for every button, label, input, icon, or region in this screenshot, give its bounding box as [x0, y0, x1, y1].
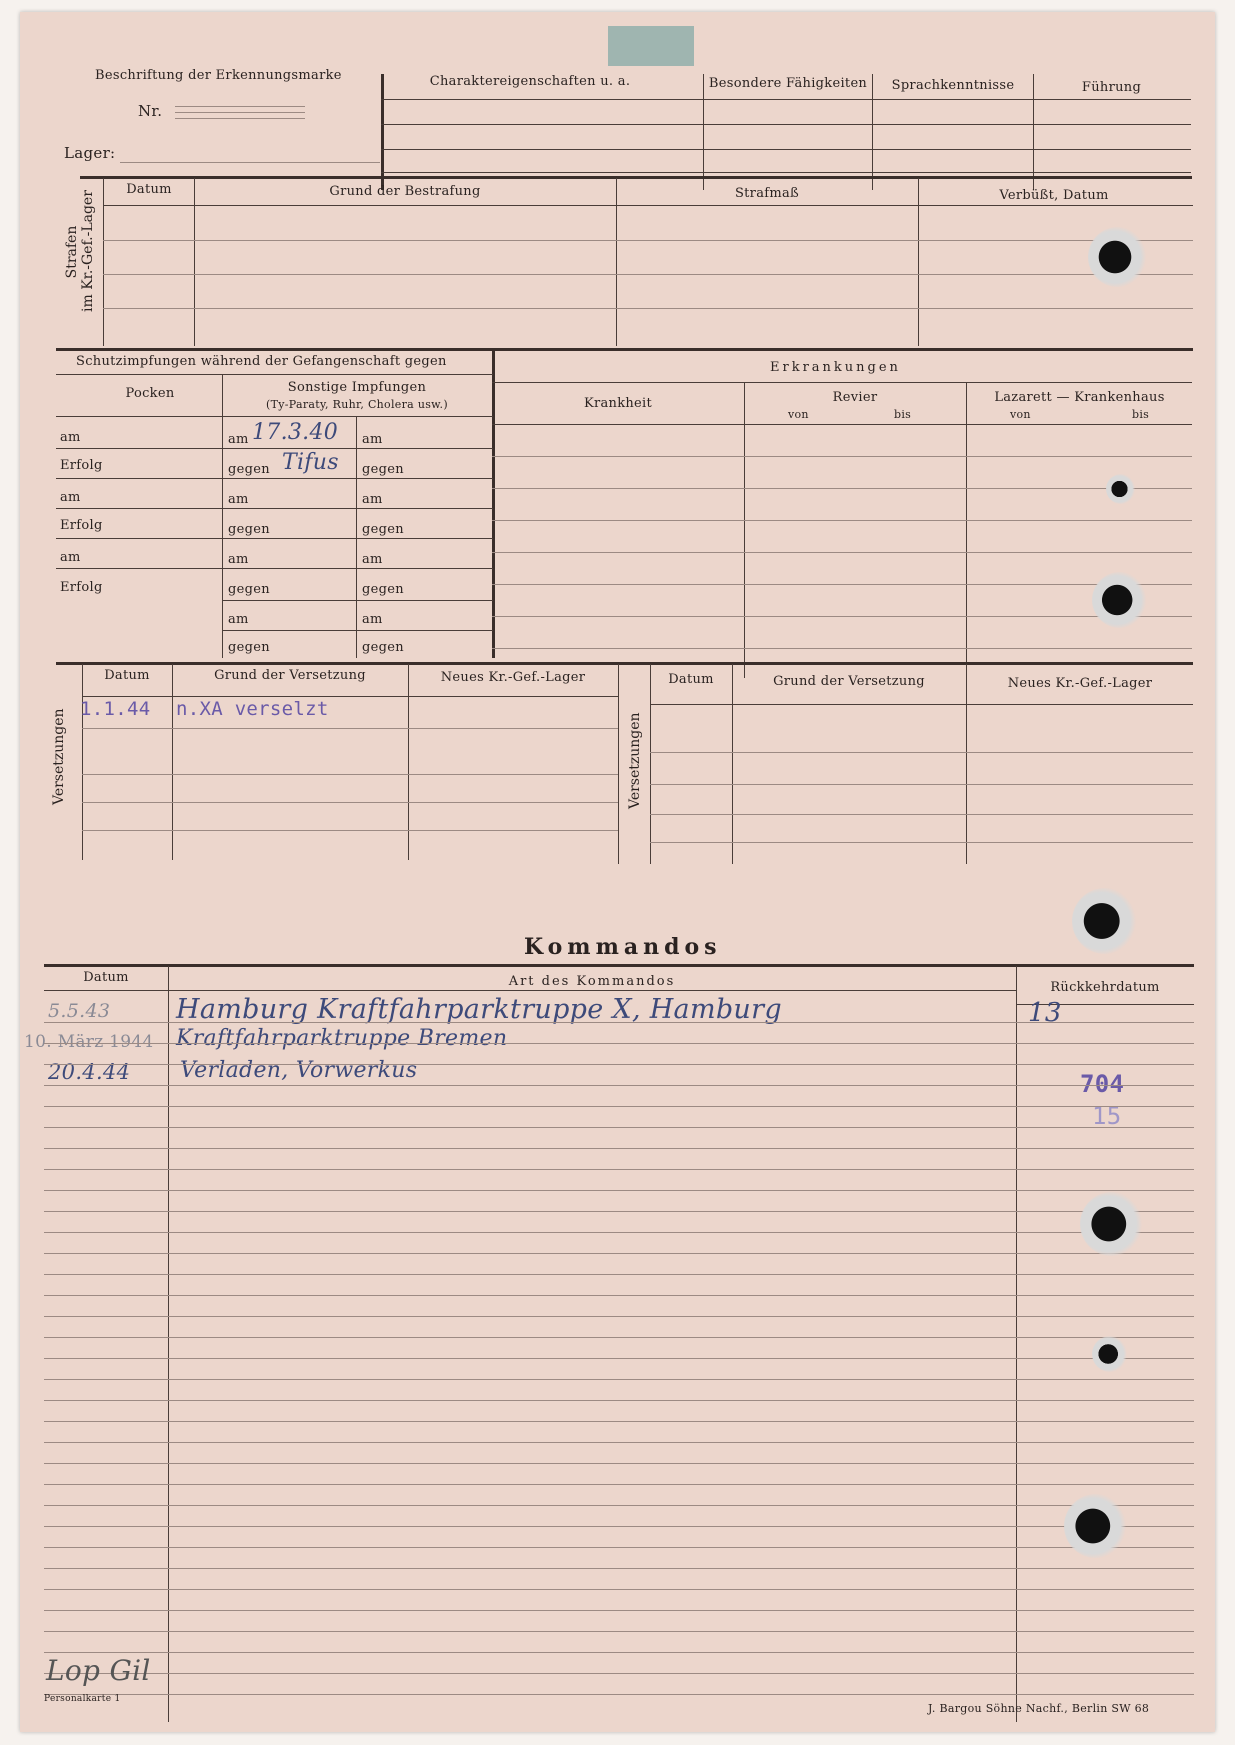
punch-hole [1092, 572, 1148, 628]
vers-entry-date: 1.1.44 [80, 698, 151, 720]
col-faehigkeiten: Besondere Fähigkeiten [708, 76, 868, 91]
sonst2-am-2: am [362, 492, 383, 507]
pocken-erfolg-1: Erfolg [60, 458, 103, 473]
sonst-am-2: am [228, 492, 249, 507]
sonst-gegen-4: gegen [228, 640, 270, 655]
vers-entry-text: n.XA verselzt [176, 698, 329, 720]
ruled-line [44, 1526, 1194, 1527]
krankheit-label: Krankheit [583, 396, 653, 411]
nr-label: Nr. [138, 102, 163, 120]
strafen-col-grund: Grund der Bestrafung [329, 184, 481, 199]
ruled-line [44, 1274, 1194, 1275]
vers-col-lager-l: Neues Kr.-Gef.-Lager [440, 670, 586, 685]
ruled-line [44, 1358, 1194, 1359]
ruled-line [44, 1085, 1194, 1086]
strafen-col-datum: Datum [126, 182, 172, 197]
nr-line [175, 106, 305, 107]
ruled-line [44, 1127, 1194, 1128]
ruled-line [44, 1547, 1194, 1548]
signature: Lop Gil [46, 1654, 151, 1687]
ruled-line [44, 1043, 1194, 1044]
kommando-row-1-return: 13 [1028, 998, 1062, 1028]
lazarett-label: Lazarett — Krankenhaus [994, 390, 1165, 405]
sonst2-gegen-3: gegen [362, 582, 404, 597]
punch-hole [1092, 1336, 1128, 1372]
strafen-side-label: Strafen [64, 225, 80, 279]
col-sprachkenntnisse: Sprachkenntnisse [891, 78, 1015, 93]
sonst2-gegen-2: gegen [362, 522, 404, 537]
strafen-top-rule [80, 176, 1192, 179]
sonst-gegen-3: gegen [228, 582, 270, 597]
ruled-line [44, 1505, 1194, 1506]
lager-label: Lager: [64, 144, 116, 162]
ruled-line [44, 1379, 1194, 1380]
sonst2-am-3: am [362, 552, 383, 567]
kommando-row-2-text: Kraftfahrparktruppe Bremen [176, 1026, 508, 1051]
punch-hole [1080, 1192, 1144, 1256]
erkennungsmarke-label: Beschriftung der Erkennungsmarke [95, 68, 342, 83]
kommandos-col-datum: Datum [83, 970, 129, 985]
sonst-am-1: am [228, 432, 249, 447]
ruled-line [44, 1484, 1194, 1485]
kommandos-title: Kommandos [524, 934, 722, 960]
revier-bis: bis [894, 408, 912, 421]
kommandos-col-rueckkehr: Rückkehrdatum [1050, 980, 1160, 995]
ruled-line [44, 1064, 1194, 1065]
erkrankungen-title: Erkrankungen [770, 360, 901, 375]
ruled-line [44, 1673, 1194, 1674]
strafen-side-label-2: im Kr.-Gef.-Lager [80, 190, 96, 312]
ruled-line [44, 1610, 1194, 1611]
personalkarte-sheet [20, 12, 1215, 1732]
kommandos-col-art: Art des Kommandos [508, 974, 676, 989]
ruled-line [44, 1232, 1194, 1233]
sonst-gegen-1: gegen [228, 462, 270, 477]
kommando-row-2-date: 10. März 1944 [24, 1032, 154, 1052]
kommando-row-1-date: 5.5.43 [48, 1000, 111, 1022]
strafen-col-verbuesst: Verbüßt, Datum [999, 188, 1109, 203]
vers-col-datum-r: Datum [668, 672, 714, 687]
kommando-row-1-text: Hamburg Kraftfahrparktruppe X, Hamburg [176, 994, 782, 1025]
vers-col-datum-l: Datum [104, 668, 150, 683]
pocken-label: Pocken [125, 386, 175, 401]
sonst2-am-1: am [362, 432, 383, 447]
sonst2-am-4: am [362, 612, 383, 627]
ruled-line [44, 1589, 1194, 1590]
ruled-line [44, 1190, 1194, 1191]
ruled-line [44, 1421, 1194, 1422]
index-tab [608, 26, 694, 66]
kommando-row-3-date: 20.4.44 [48, 1060, 131, 1084]
ruled-line [44, 1652, 1194, 1653]
kommando-row-3-text: Verladen, Vorwerkus [180, 1058, 418, 1083]
impfung-gegen: Tifus [282, 450, 339, 475]
sonst-gegen-2: gegen [228, 522, 270, 537]
ruled-line [44, 1694, 1194, 1695]
impfungen-title: Schutzimpfungen während der Gefangenschaft gegen [76, 354, 447, 369]
sonst2-gegen-4: gegen [362, 640, 404, 655]
ruled-line [44, 1463, 1194, 1464]
ruled-line [44, 1442, 1194, 1443]
ruled-line [44, 1253, 1194, 1254]
punch-hole [1088, 227, 1148, 287]
ruled-line [44, 1022, 1194, 1023]
pocken-erfolg-2: Erfolg [60, 518, 103, 533]
sonstige-label: Sonstige Impfungen [287, 380, 427, 395]
sonst2-gegen-1: gegen [362, 462, 404, 477]
punch-hole [1072, 888, 1138, 954]
vers-col-lager-r: Neues Kr.-Gef.-Lager [1007, 676, 1153, 691]
lazarett-von: von [1010, 408, 1031, 421]
ruled-line [44, 1106, 1194, 1107]
ruled-line [44, 1169, 1194, 1170]
revier-von: von [788, 408, 809, 421]
ruled-line [44, 1316, 1194, 1317]
versetzungen-side-left: Versetzungen [51, 708, 67, 805]
ruled-line [44, 1148, 1194, 1149]
impfung-date: 17.3.40 [252, 420, 339, 445]
punch-hole [1106, 474, 1136, 504]
form-name: Personalkarte 1 [44, 1694, 121, 1704]
vers-col-grund-r: Grund der Versetzung [773, 674, 925, 689]
printer-imprint: J. Bargou Söhne Nachf., Berlin SW 68 [928, 1702, 1150, 1715]
pocken-erfolg-3: Erfolg [60, 580, 103, 595]
ruled-line [44, 1295, 1194, 1296]
return-stamp-number-2: 15 [1092, 1102, 1122, 1130]
revier-label: Revier [832, 390, 878, 405]
pocken-am-2: am [60, 490, 81, 505]
ruled-line [44, 1631, 1194, 1632]
ruled-line [44, 1337, 1194, 1338]
pocken-am-1: am [60, 430, 81, 445]
sonstige-sub: (Ty-Paraty, Ruhr, Cholera usw.) [266, 398, 448, 411]
ruled-line [44, 1400, 1194, 1401]
sonst-am-3: am [228, 552, 249, 567]
strafen-col-strafmass: Strafmaß [734, 186, 800, 201]
return-stamp-number: 704 [1080, 1070, 1125, 1098]
punch-hole [1064, 1494, 1128, 1558]
lazarett-bis: bis [1132, 408, 1150, 421]
col-charakter: Charaktereigenschaften u. a. [429, 74, 631, 89]
col-fuehrung: Führung [1081, 80, 1142, 95]
versetzungen-side-right: Versetzungen [627, 712, 643, 809]
ruled-line [44, 1211, 1194, 1212]
ruled-line [44, 1568, 1194, 1569]
sonst-am-4: am [228, 612, 249, 627]
vers-col-grund-l: Grund der Versetzung [214, 668, 366, 683]
pocken-am-3: am [60, 550, 81, 565]
